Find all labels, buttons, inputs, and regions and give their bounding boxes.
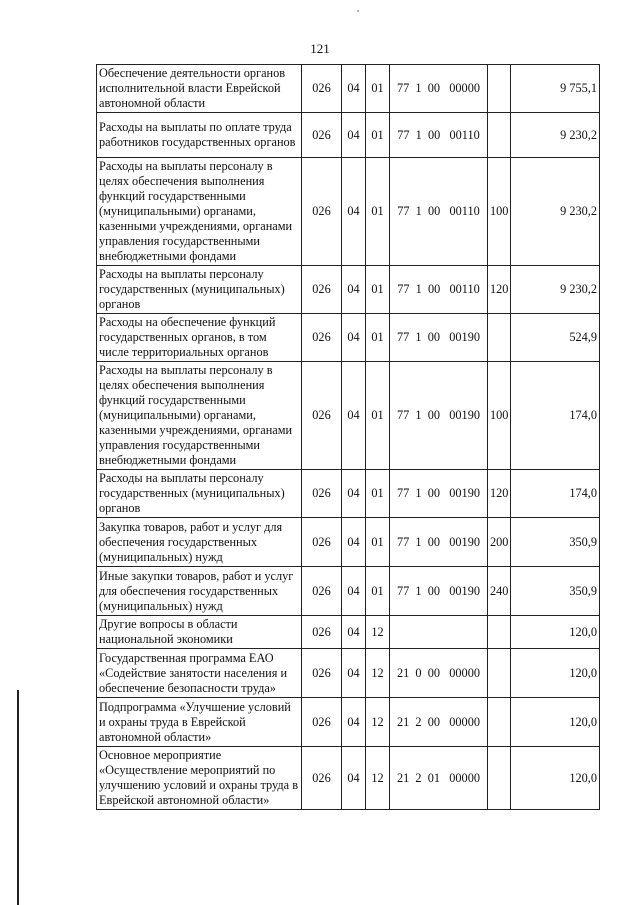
expense-type-code: 240 bbox=[488, 567, 511, 616]
expense-type-code: 120 bbox=[488, 266, 511, 314]
expense-type-code bbox=[488, 113, 511, 158]
table-row bbox=[97, 266, 600, 314]
row-name: Расходы на выплаты по оплате труда работников государственных органов bbox=[97, 113, 302, 158]
row-name: Государственная программа ЕАО «Содействие занятости населения и обеспечение безопасности труда» bbox=[97, 649, 302, 698]
section-code: 04 bbox=[342, 362, 366, 470]
row-name: Закупка товаров, работ и услуг для обеспечения государственных (муниципальных) нужд bbox=[97, 518, 302, 567]
section-code: 04 bbox=[342, 518, 366, 567]
subsection-code: 01 bbox=[366, 470, 390, 518]
expense-type-code bbox=[488, 616, 511, 649]
amount: 524,9 bbox=[511, 314, 600, 362]
ministry-code: 026 bbox=[302, 698, 342, 747]
target-article-code: 77 1 00 00190 bbox=[396, 583, 480, 598]
table-row bbox=[97, 747, 600, 810]
target-article-code: 77 1 00 00190 bbox=[396, 534, 480, 549]
subsection-code: 01 bbox=[366, 158, 390, 266]
ministry-code: 026 bbox=[302, 470, 342, 518]
section-code: 04 bbox=[342, 470, 366, 518]
table-row bbox=[97, 698, 600, 747]
ministry-code: 026 bbox=[302, 362, 342, 470]
table-row bbox=[97, 65, 600, 113]
amount: 120,0 bbox=[511, 649, 600, 698]
ministry-code: 026 bbox=[302, 649, 342, 698]
ministry-code: 026 bbox=[302, 266, 342, 314]
scan-edge-line bbox=[17, 690, 19, 905]
section-code: 04 bbox=[342, 65, 366, 113]
amount: 120,0 bbox=[511, 698, 600, 747]
target-article-code: 77 1 00 00000 bbox=[396, 81, 480, 95]
ministry-code: 026 bbox=[302, 65, 342, 113]
subsection-code: 01 bbox=[366, 314, 390, 362]
target-article-code: 77 1 00 00190 bbox=[396, 330, 480, 344]
table-row bbox=[97, 113, 600, 158]
section-code: 04 bbox=[342, 649, 366, 698]
ministry-code: 026 bbox=[302, 314, 342, 362]
subsection-code: 01 bbox=[366, 518, 390, 567]
section-code: 04 bbox=[342, 158, 366, 266]
row-name: Расходы на выплаты персоналу государственных (муниципальных) органов bbox=[97, 266, 302, 314]
expense-type-code: 100 bbox=[488, 158, 511, 266]
expense-type-code: 200 bbox=[488, 518, 511, 567]
expense-type-code bbox=[488, 65, 511, 113]
subsection-code: 01 bbox=[366, 567, 390, 616]
ministry-code: 026 bbox=[302, 567, 342, 616]
table-row bbox=[97, 518, 600, 567]
table-row bbox=[97, 567, 600, 616]
section-code: 04 bbox=[342, 266, 366, 314]
subsection-code: 12 bbox=[366, 747, 390, 810]
subsection-code: 01 bbox=[366, 113, 390, 158]
amount: 9 755,1 bbox=[511, 65, 600, 113]
row-name: Расходы на обеспечение функций государственных органов, в том числе территориальных органов bbox=[97, 314, 302, 362]
amount: 9 230,2 bbox=[511, 266, 600, 314]
ministry-code: 026 bbox=[302, 518, 342, 567]
target-article-code: 21 0 00 00000 bbox=[396, 665, 480, 680]
ministry-code: 026 bbox=[302, 113, 342, 158]
amount: 174,0 bbox=[511, 470, 600, 518]
target-article-code: 21 2 01 00000 bbox=[396, 770, 480, 785]
scan-speck bbox=[357, 10, 359, 12]
row-name: Обеспечение деятельности органов исполнительной власти Еврейской автономной области bbox=[97, 65, 302, 113]
expense-type-code: 100 bbox=[488, 362, 511, 470]
subsection-code: 01 bbox=[366, 362, 390, 470]
ministry-code: 026 bbox=[302, 158, 342, 266]
section-code: 04 bbox=[342, 113, 366, 158]
budget-table bbox=[96, 64, 600, 810]
table-row bbox=[97, 158, 600, 266]
row-name: Расходы на выплаты персоналу в целях обеспечения выполнения функций государственными (муниципальными) органами, казенными учреждениями, органами управления государственными внебюджетными фондами bbox=[97, 158, 302, 266]
section-code: 04 bbox=[342, 698, 366, 747]
table-row bbox=[97, 362, 600, 470]
subsection-code: 12 bbox=[366, 649, 390, 698]
subsection-code: 01 bbox=[366, 65, 390, 113]
row-name: Другие вопросы в области национальной экономики bbox=[97, 616, 302, 649]
target-article-code: 77 1 00 00110 bbox=[397, 127, 480, 142]
row-name: Расходы на выплаты персоналу государственных (муниципальных) органов bbox=[97, 470, 302, 518]
row-name: Основное мероприятие «Осуществление мероприятий по улучшению условий и охраны труда в Еврейской автономной области» bbox=[97, 747, 302, 810]
expense-type-code bbox=[488, 747, 511, 810]
expense-type-code bbox=[488, 314, 511, 362]
target-article-code: 77 1 00 00110 bbox=[397, 282, 480, 296]
target-article-code: 77 1 00 00190 bbox=[396, 486, 480, 500]
expense-type-code: 120 bbox=[488, 470, 511, 518]
section-code: 04 bbox=[342, 567, 366, 616]
amount: 120,0 bbox=[511, 616, 600, 649]
amount: 174,0 bbox=[511, 362, 600, 470]
amount: 9 230,2 bbox=[511, 158, 600, 266]
section-code: 04 bbox=[342, 747, 366, 810]
amount: 9 230,2 bbox=[511, 113, 600, 158]
subsection-code: 12 bbox=[366, 698, 390, 747]
section-code: 04 bbox=[342, 616, 366, 649]
row-name: Подпрограмма «Улучшение условий и охраны труда в Еврейской автономной области» bbox=[97, 698, 302, 747]
target-article-code: 77 1 00 00190 bbox=[396, 408, 480, 422]
row-name: Расходы на выплаты персоналу в целях обеспечения выполнения функций государственными (муниципальными) органами, казенными учреждениями, органами управления государственными внебюджетными фондами bbox=[97, 362, 302, 470]
table-row bbox=[97, 616, 600, 649]
table-row bbox=[97, 314, 600, 362]
section-code: 04 bbox=[342, 314, 366, 362]
amount: 350,9 bbox=[511, 518, 600, 567]
table-row bbox=[97, 649, 600, 698]
subsection-code: 12 bbox=[366, 616, 390, 649]
ministry-code: 026 bbox=[302, 747, 342, 810]
table-row bbox=[97, 470, 600, 518]
amount: 120,0 bbox=[511, 747, 600, 810]
subsection-code: 01 bbox=[366, 266, 390, 314]
expense-type-code bbox=[488, 649, 511, 698]
ministry-code: 026 bbox=[302, 616, 342, 649]
row-name: Иные закупки товаров, работ и услуг для обеспечения государственных (муниципальных) нужд bbox=[97, 567, 302, 616]
amount: 350,9 bbox=[511, 567, 600, 616]
target-article-code: 21 2 00 00000 bbox=[396, 714, 480, 729]
page-number: 121 bbox=[310, 41, 330, 56]
target-article-code: 77 1 00 00110 bbox=[397, 204, 480, 218]
expense-type-code bbox=[488, 698, 511, 747]
